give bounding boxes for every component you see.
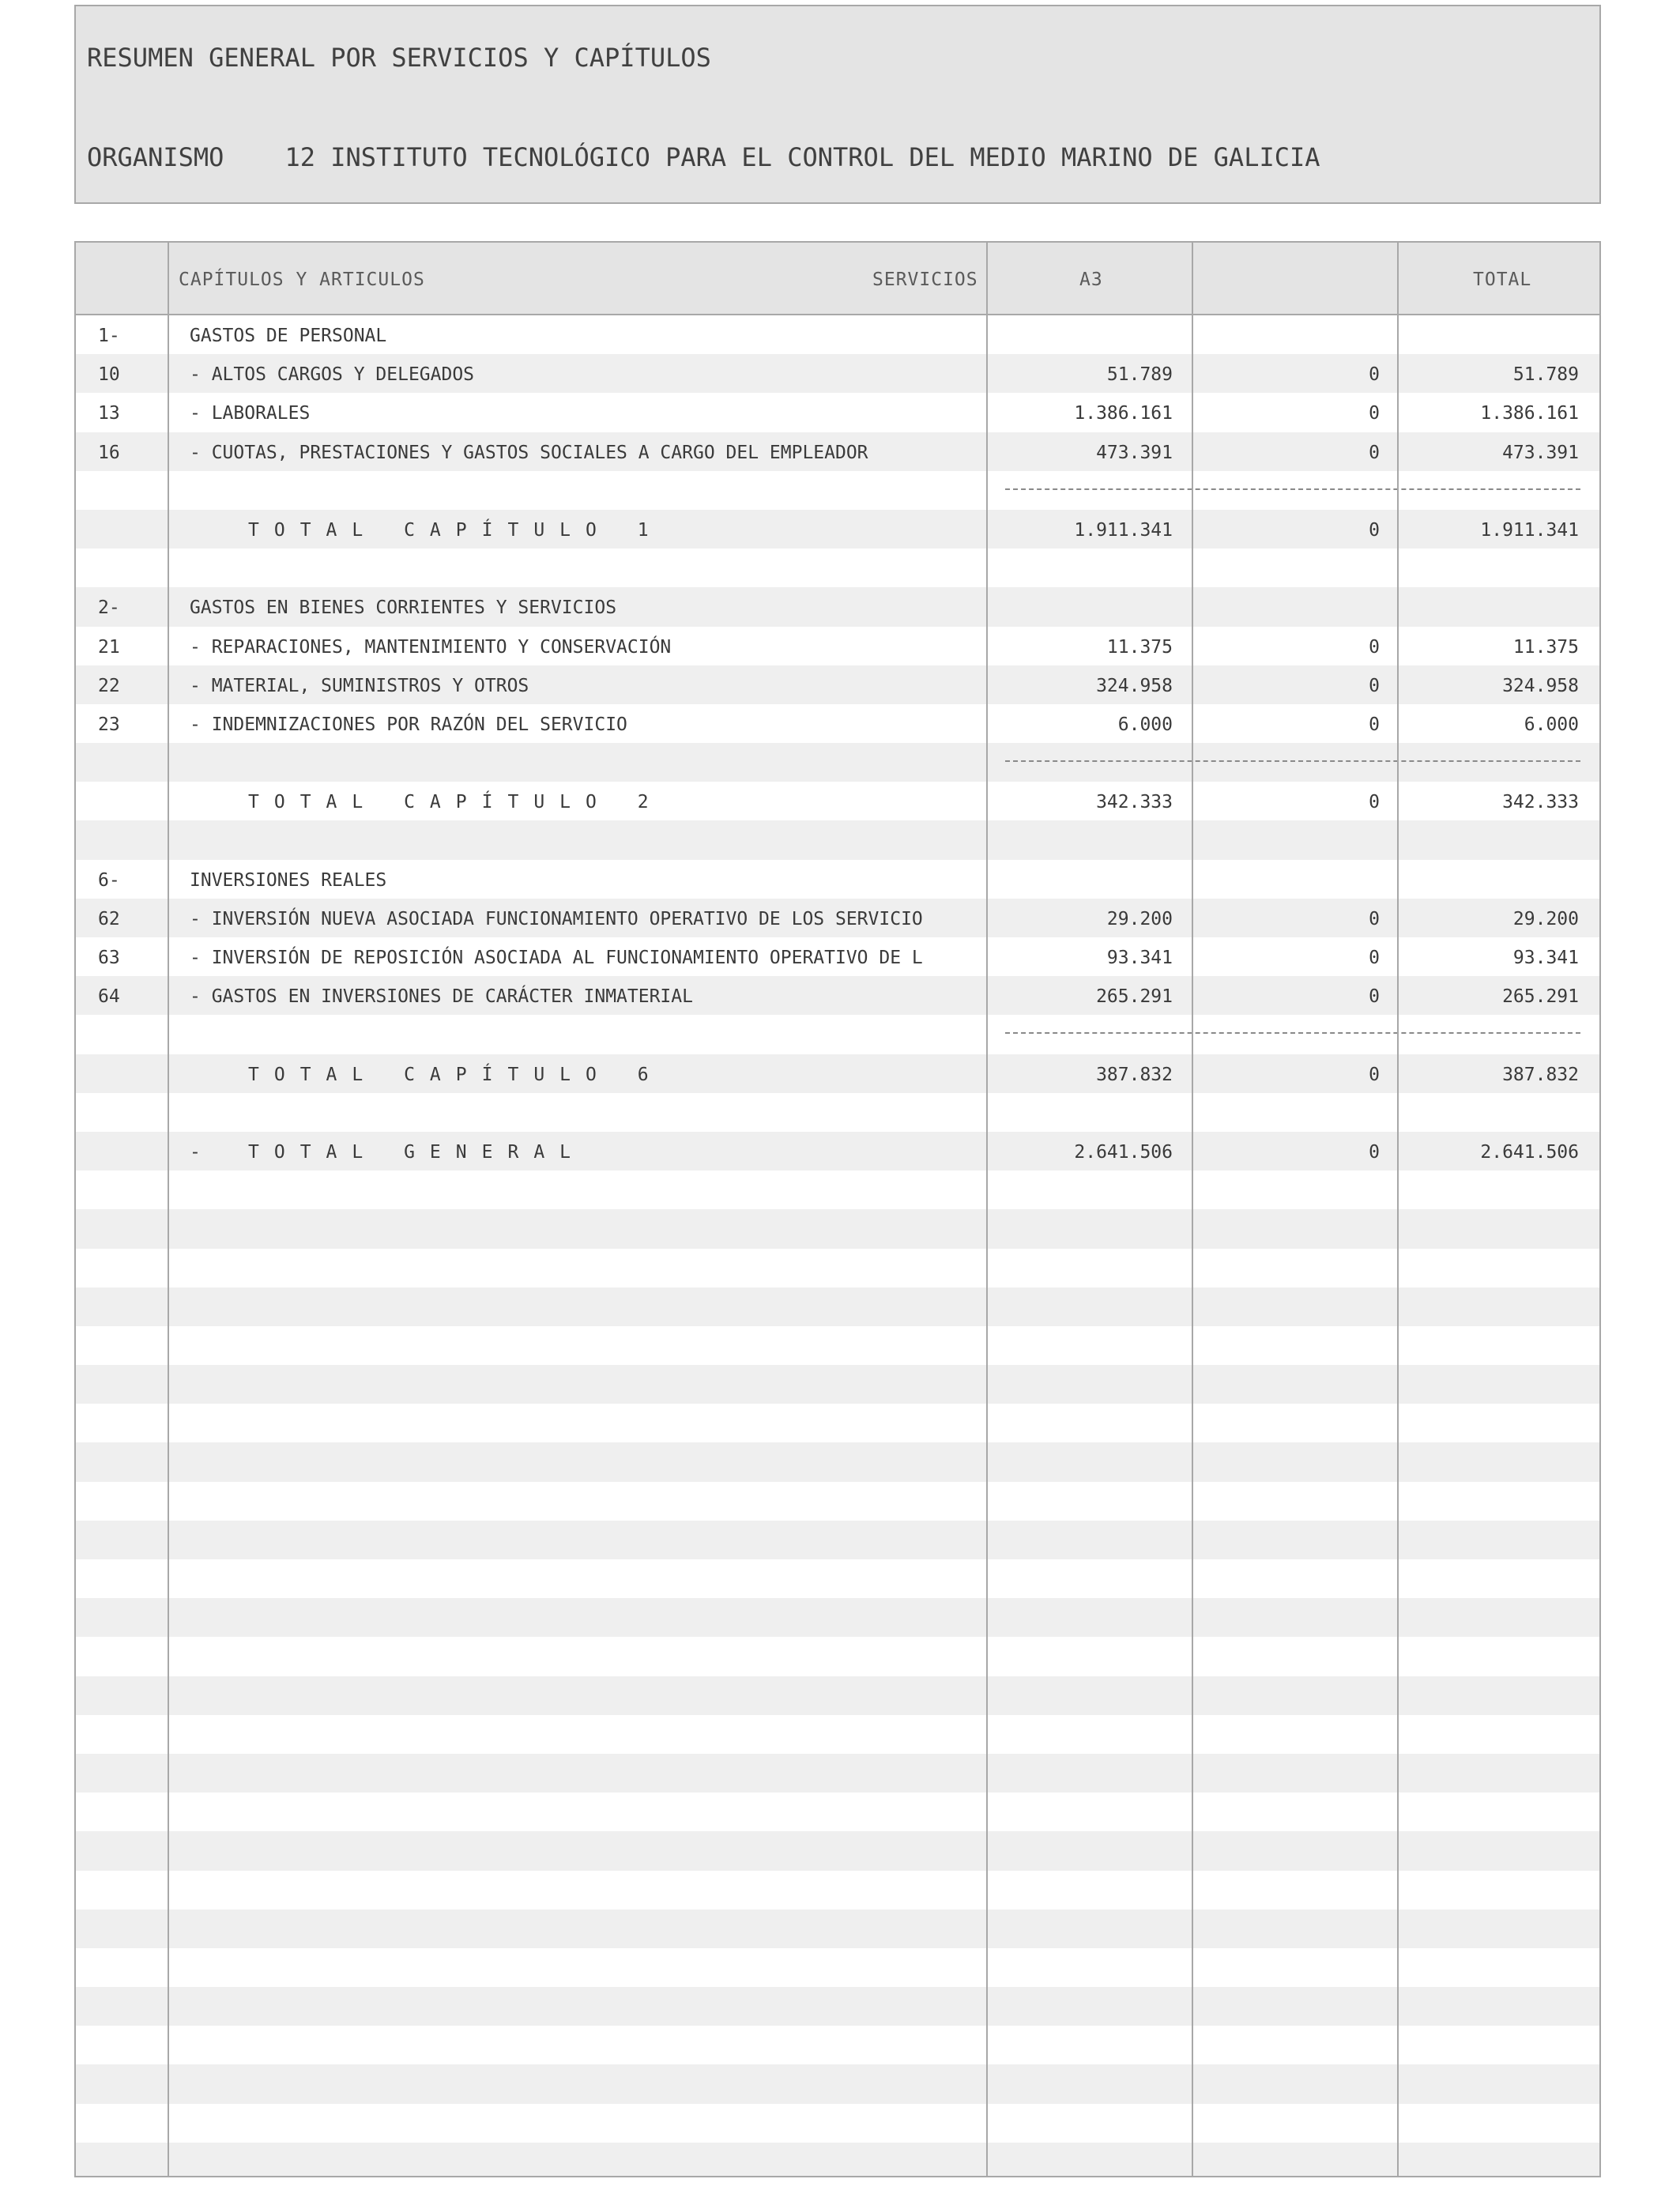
chapter-total-label: TOTAL CAPÍTULO 6 [248,1064,664,1085]
table-row [76,1404,1599,1442]
total-amount: 93.341 [1512,948,1579,968]
blank-column-amount: 0 [1369,986,1380,1008]
a3-amount: 473.391 [1096,442,1173,463]
table-row [76,1442,1599,1481]
organismo-line [87,142,1320,172]
table-row [76,2064,1599,2103]
total-amount: 1.911.341 [1480,519,1579,541]
table-row [76,432,1599,471]
table-row [76,743,1599,782]
table-row [76,820,1599,859]
column-divider-code [168,243,169,2176]
article-code: 62 [98,908,120,929]
table-row [76,1909,1599,1948]
article-description: - ALTOS CARGOS Y DELEGADOS [190,364,475,386]
chapter-name: GASTOS DE PERSONAL [190,326,387,346]
table-row [76,1831,1599,1870]
blank-column-amount: 0 [1369,519,1380,541]
table-row [76,2104,1599,2143]
a3-amount: 265.291 [1096,986,1173,1008]
subtotal-separator [1005,488,1580,490]
article-code: 22 [98,675,120,696]
report-header [74,5,1601,204]
table-row [76,899,1599,937]
table-row [76,315,1599,354]
article-description: - CUOTAS, PRESTACIONES Y GASTOS SOCIALES A CARGO DEL EMPLEADOR [190,442,868,463]
table-row [76,1598,1599,1637]
article-code: 23 [98,714,120,735]
article-description: - MATERIAL, SUMINISTROS Y OTROS [190,675,529,696]
total-amount: 2.641.506 [1480,1141,1579,1163]
table-row [76,1559,1599,1598]
organismo-code: 12 [284,142,315,172]
blank-column-amount: 0 [1369,675,1380,696]
total-amount: 473.391 [1502,442,1579,463]
table-row [76,627,1599,665]
column-divider-desc [986,243,988,2176]
a3-amount: 1.386.161 [1074,403,1173,424]
article-description: - INVERSIÓN DE REPOSICIÓN ASOCIADA AL FUNCIONAMIENTO OPERATIVO DE L [190,948,923,968]
table-row [76,1365,1599,1404]
subtotal-separator [1005,1032,1580,1034]
chapter-name: INVERSIONES REALES [190,869,387,891]
chapter-code: 2- [98,598,120,619]
a3-amount: 11.375 [1106,636,1173,658]
total-amount: 1.386.161 [1480,403,1579,424]
table-row [76,860,1599,899]
organismo-name: INSTITUTO TECNOLÓGICO PARA EL CONTROL DEL MEDIO MARINO DE GALICIA [330,142,1320,172]
header-total: TOTAL [1473,270,1532,290]
blank-column-amount: 0 [1369,1064,1380,1085]
organismo-label: ORGANISMO [87,142,224,172]
table-row [76,665,1599,704]
total-amount: 51.789 [1512,364,1579,386]
total-amount: 324.958 [1502,675,1579,696]
table-row [76,2143,1599,2177]
grand-total-label: TOTAL GENERAL [248,1141,586,1163]
table-row [76,2026,1599,2064]
total-amount: 29.200 [1512,908,1579,929]
table-row [76,1871,1599,1909]
table-row [76,937,1599,976]
table-row [76,976,1599,1015]
table-row [76,1715,1599,1754]
table-row [76,510,1599,548]
blank-column-amount: 0 [1369,636,1380,658]
a3-amount: 324.958 [1096,675,1173,696]
a3-amount: 93.341 [1106,948,1173,968]
article-code: 64 [98,986,120,1008]
summary-table [74,241,1601,2177]
a3-amount: 342.333 [1096,792,1173,813]
table-row [76,548,1599,587]
table-row [76,1015,1599,1054]
table-row [76,1793,1599,1831]
table-row [76,354,1599,393]
article-code: 63 [98,948,120,968]
article-code: 13 [98,403,120,424]
table-row [76,1054,1599,1093]
blank-column-amount: 0 [1369,442,1380,463]
a3-amount: 387.832 [1096,1064,1173,1085]
header-capitulos: CAPÍTULOS Y ARTICULOS [179,270,425,290]
table-row [76,1209,1599,1248]
article-description: - GASTOS EN INVERSIONES DE CARÁCTER INMATERIAL [190,986,693,1008]
a3-amount: 2.641.506 [1074,1141,1173,1163]
table-row [76,1326,1599,1365]
header-servicios: SERVICIOS [872,270,978,290]
table-body [76,315,1599,2177]
a3-amount: 6.000 [1117,714,1173,735]
blank-column-amount: 0 [1369,792,1380,813]
blank-column-amount: 0 [1369,364,1380,386]
blank-column-amount: 0 [1369,714,1380,735]
table-row [76,1676,1599,1715]
total-amount: 265.291 [1502,986,1579,1008]
chapter-name: GASTOS EN BIENES CORRIENTES Y SERVICIOS [190,598,617,619]
grand-total-prefix: - [190,1141,201,1163]
article-description: - LABORALES [190,403,311,424]
report-title: RESUMEN GENERAL POR SERVICIOS Y CAPÍTULOS [87,43,711,73]
total-amount: 11.375 [1512,636,1579,658]
table-row [76,1482,1599,1521]
table-row [76,1987,1599,2026]
chapter-total-label: TOTAL CAPÍTULO 2 [248,792,664,813]
column-divider-a3 [1192,243,1193,2176]
table-row [76,1249,1599,1287]
article-code: 16 [98,442,120,463]
table-row [76,1093,1599,1132]
table-row [76,1637,1599,1676]
table-row [76,704,1599,743]
article-description: - INDEMNIZACIONES POR RAZÓN DEL SERVICIO [190,714,627,735]
table-row [76,587,1599,626]
column-divider-blank [1397,243,1399,2176]
a3-amount: 51.789 [1106,364,1173,386]
header-a3: A3 [1079,270,1103,290]
article-code: 10 [98,364,120,386]
a3-amount: 29.200 [1106,908,1173,929]
table-row [76,1287,1599,1326]
chapter-code: 1- [98,326,120,346]
table-row [76,1754,1599,1793]
table-header [76,243,1599,315]
subtotal-separator [1005,760,1580,762]
table-row [76,393,1599,432]
blank-column-amount: 0 [1369,948,1380,968]
table-row [76,782,1599,820]
table-row [76,1521,1599,1559]
total-amount: 342.333 [1502,792,1579,813]
table-row [76,1948,1599,1987]
article-description: - INVERSIÓN NUEVA ASOCIADA FUNCIONAMIENTO OPERATIVO DE LOS SERVICIO [190,908,923,929]
table-row [76,1171,1599,1209]
chapter-code: 6- [98,869,120,891]
a3-amount: 1.911.341 [1074,519,1173,541]
article-code: 21 [98,636,120,658]
chapter-total-label: TOTAL CAPÍTULO 1 [248,519,664,541]
total-amount: 387.832 [1502,1064,1579,1085]
blank-column-amount: 0 [1369,403,1380,424]
total-amount: 6.000 [1524,714,1579,735]
article-description: - REPARACIONES, MANTENIMIENTO Y CONSERVACIÓN [190,636,672,658]
table-row [76,471,1599,510]
blank-column-amount: 0 [1369,1141,1380,1163]
table-row [76,1132,1599,1171]
blank-column-amount: 0 [1369,908,1380,929]
